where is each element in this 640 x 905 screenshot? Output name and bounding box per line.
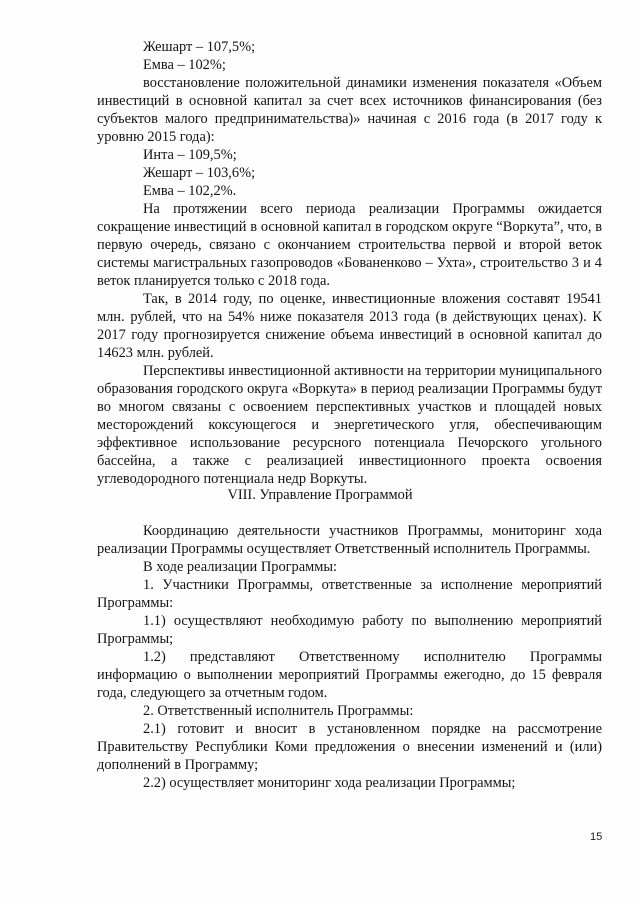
section-heading: VIII. Управление Программой [227,487,413,503]
paragraph-coordination: Координацию деятельности участников Программы, мониторинг хода реализации Программы осуществляет Ответственный исполнитель Программы. [97,523,602,557]
list-item-2-2: 2.2) осуществляет мониторинг хода реализации Программы; [143,775,516,791]
section-viii-body [97,522,602,792]
list-item-responsible-executor: 2. Ответственный исполнитель Программы: [143,703,414,719]
list-item-2-1: 2.1) готовит и вносит в установленном порядке на рассмотрение Правительству Республики Коми предложения о внесении изменений и (или) дополнений в Программу; [97,721,602,773]
paragraph-implementation-intro: В ходе реализации Программы: [143,559,338,575]
section-vii-continuation [97,38,602,488]
list-item-1-2: 1.2) представляют Ответственному исполнителю Программы информацию о выполнении мероприятий Программы ежегодно, до 15 февраля года, следующего за отчетным годом. [97,649,602,701]
paragraph-investment-dynamics: восстановление положительной динамики изменения показателя «Объем инвестиций в основной капитал за счет всех источников финансирования (без субъектов малого предпринимательства)» начиная с 2016 года (в 2017 году к уровню 2015 года): [97,75,602,145]
paragraph-investment-prospects: Перспективы инвестиционной активности на территории муниципального образования городского округа «Воркута» в период реализации Программы будут во многом связаны с освоением перспективных участков и площадей новых месторождений коксующегося и энергетического угля, обеспечивающим эффективное использование ресурсного потенциала Печорского угольного бассейна, а также с реализацией инвестиционного проекта освоения углеводородного потенциала недр Воркуты. [97,363,602,487]
list-item-emva-2: Емва – 102,2%. [143,183,237,199]
list-item-1-1: 1.1) осуществляют необходимую работу по выполнению мероприятий Программы; [97,613,602,647]
list-item-participants: 1. Участники Программы, ответственные за исполнение мероприятий Программы: [97,577,602,611]
paragraph-2014-estimate: Так, в 2014 году, по оценке, инвестиционные вложения составят 19541 млн. рублей, что на 54% ниже показателя 2013 года (в действующих ценах). К 2017 году прогнозируется снижение объема инвестиций в основной капитал до 14623 млн. рублей. [97,291,602,361]
paragraph-investment-reduction: На протяжении всего периода реализации Программы ожидается сокращение инвестиций в основной капитал в городском округе “Воркута”, что, в первую очередь, связано с окончанием строительства первой и второй веток системы магистральных газопроводов «Бованенково – Ухта», строительство 3 и 4 веток планируется только с 2018 года. [97,201,602,289]
list-item-zheshart: Жешарт – 107,5%; [143,39,256,55]
list-item-emva: Емва – 102%; [143,57,226,73]
list-item-zheshart-2: Жешарт – 103,6%; [143,165,256,181]
page-number: 15 [590,831,603,843]
list-item-inta: Инта – 109,5%; [143,147,237,163]
